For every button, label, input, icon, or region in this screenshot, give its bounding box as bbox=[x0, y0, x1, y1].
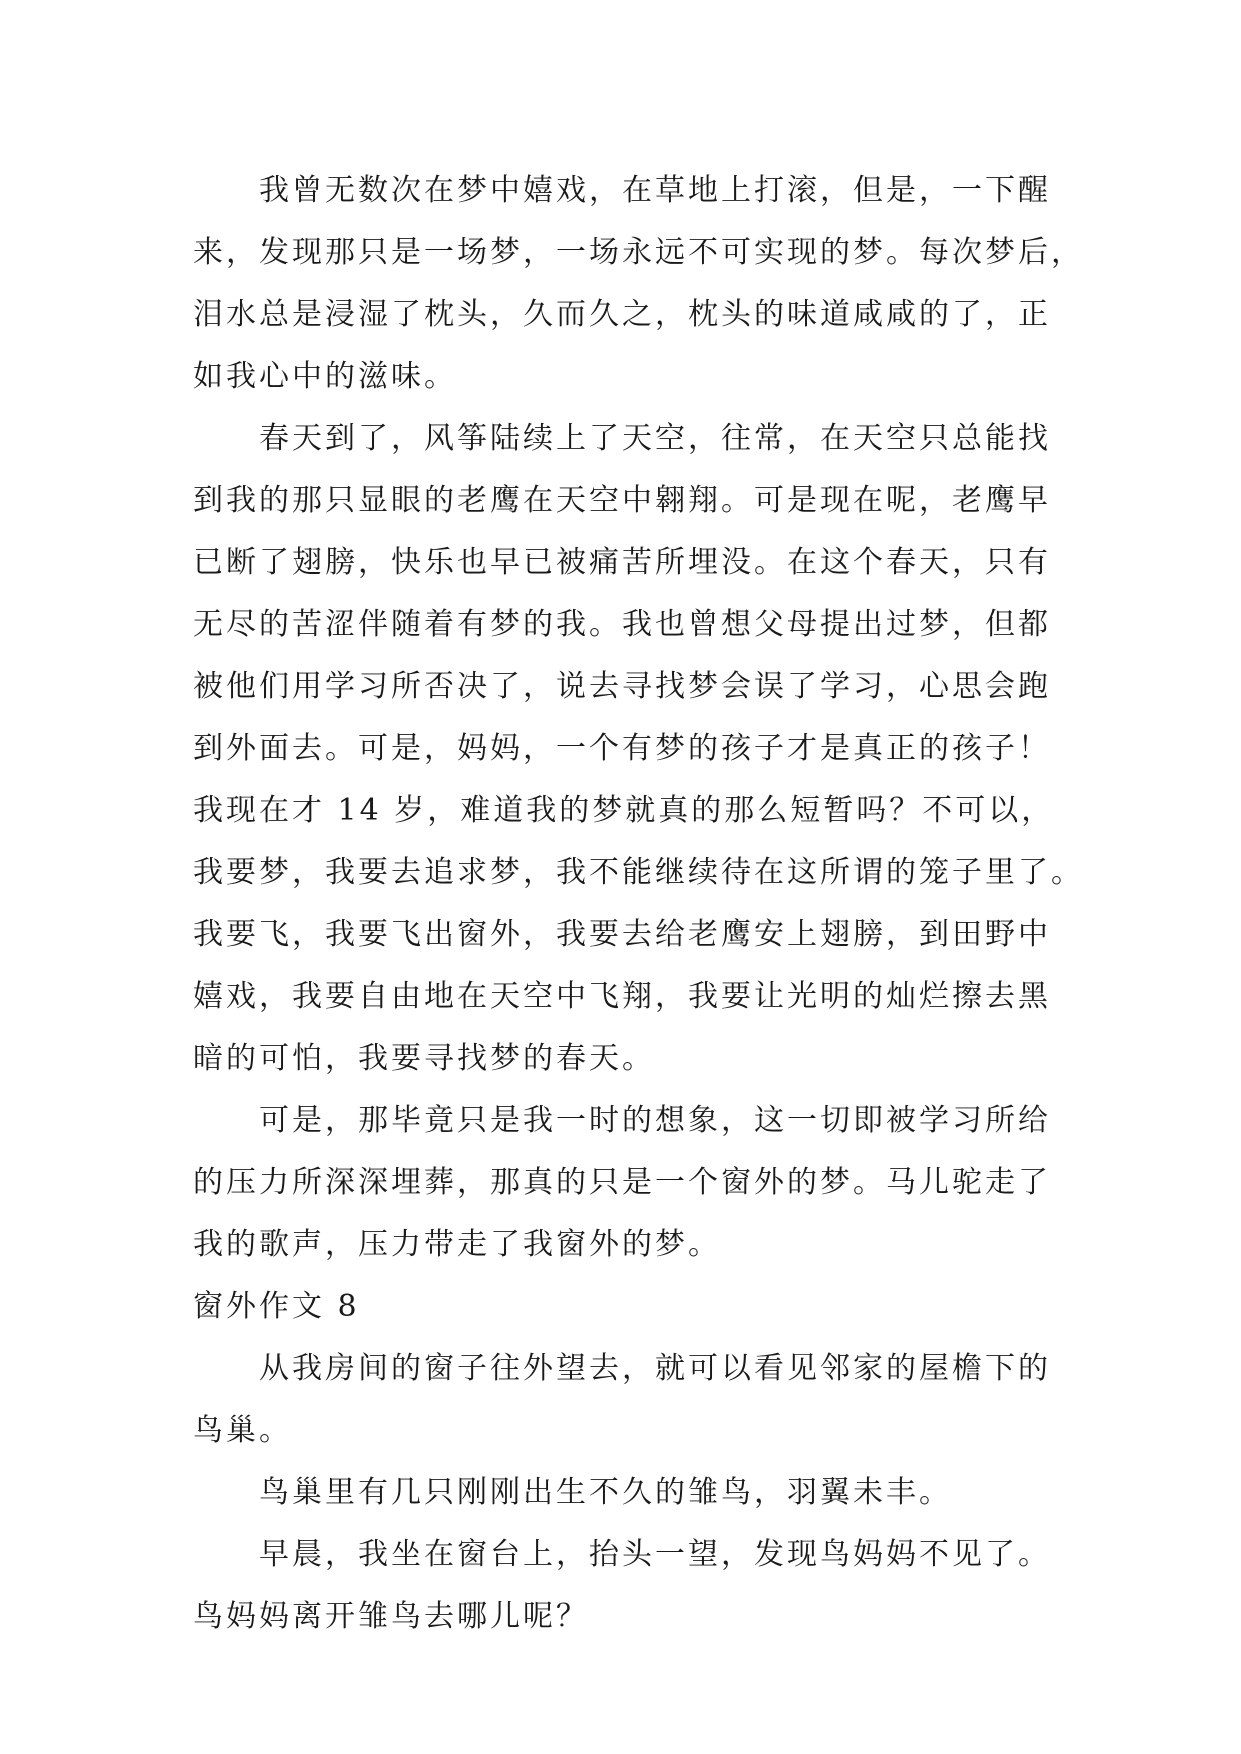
text-line: 从我房间的窗子往外望去，就可以看见邻家的屋檐下的 bbox=[259, 1351, 1051, 1386]
text-line: 春天到了，风筝陆续上了天空，往常，在天空只总能找 bbox=[259, 421, 1051, 456]
paragraph-5 bbox=[193, 1462, 1073, 1524]
text-line: 被他们用学习所否决了，说去寻找梦会误了学习，心思会跑 bbox=[193, 669, 1051, 704]
text-line: 早晨，我坐在窗台上，抬头一望，发现鸟妈妈不见了。 bbox=[259, 1537, 1051, 1572]
text-line: 如我心中的滋味。 bbox=[193, 359, 457, 394]
text-line: 到外面去。可是，妈妈，一个有梦的孩子才是真正的孩子！ bbox=[193, 731, 1051, 766]
text-line: 鸟妈妈离开雏鸟去哪儿呢？ bbox=[193, 1599, 589, 1634]
text-line: 嬉戏，我要自由地在天空中飞翔，我要让光明的灿烂擦去黑 bbox=[193, 979, 1051, 1014]
text-line: 我现在才 14 岁，难道我的梦就真的那么短暂吗？不可以， bbox=[193, 793, 1055, 828]
paragraph-3 bbox=[193, 1090, 1073, 1276]
text-line: 鸟巢里有几只刚刚出生不久的雏鸟，羽翼未丰。 bbox=[259, 1475, 952, 1510]
text-line: 已断了翅膀，快乐也早已被痛苦所埋没。在这个春天，只有 bbox=[193, 545, 1051, 580]
text-line: 鸟巢。 bbox=[193, 1413, 292, 1448]
text-line: 到我的那只显眼的老鹰在天空中翱翔。可是现在呢，老鹰早 bbox=[193, 483, 1051, 518]
text-line: 泪水总是浸湿了枕头，久而久之，枕头的味道咸咸的了，正 bbox=[193, 297, 1051, 332]
text-line: 我曾无数次在梦中嬉戏，在草地上打滚，但是，一下醒 bbox=[259, 173, 1051, 208]
text-line: 我要飞，我要飞出窗外，我要去给老鹰安上翅膀，到田野中 bbox=[193, 917, 1051, 952]
paragraph-4 bbox=[193, 1338, 1073, 1462]
text-line: 可是，那毕竟只是我一时的想象，这一切即被学习所给 bbox=[259, 1103, 1051, 1138]
text-line: 的压力所深深埋葬，那真的只是一个窗外的梦。马儿驼走了 bbox=[193, 1165, 1051, 1200]
paragraph-1 bbox=[193, 160, 1084, 408]
paragraph-2 bbox=[193, 408, 1084, 1090]
heading-text: 窗外作文 8 bbox=[193, 1289, 360, 1324]
text-line: 来，发现那只是一场梦，一场永远不可实现的梦。每次梦后， bbox=[193, 235, 1084, 270]
text-line: 我要梦，我要去追求梦，我不能继续待在这所谓的笼子里了。 bbox=[193, 855, 1084, 890]
text-line: 无尽的苦涩伴随着有梦的我。我也曾想父母提出过梦，但都 bbox=[193, 607, 1051, 642]
section-heading bbox=[193, 1276, 1073, 1338]
paragraph-6 bbox=[193, 1524, 1073, 1648]
document-body bbox=[193, 160, 1084, 1648]
text-line: 我的歌声，压力带走了我窗外的梦。 bbox=[193, 1227, 721, 1262]
text-line: 暗的可怕，我要寻找梦的春天。 bbox=[193, 1041, 655, 1076]
